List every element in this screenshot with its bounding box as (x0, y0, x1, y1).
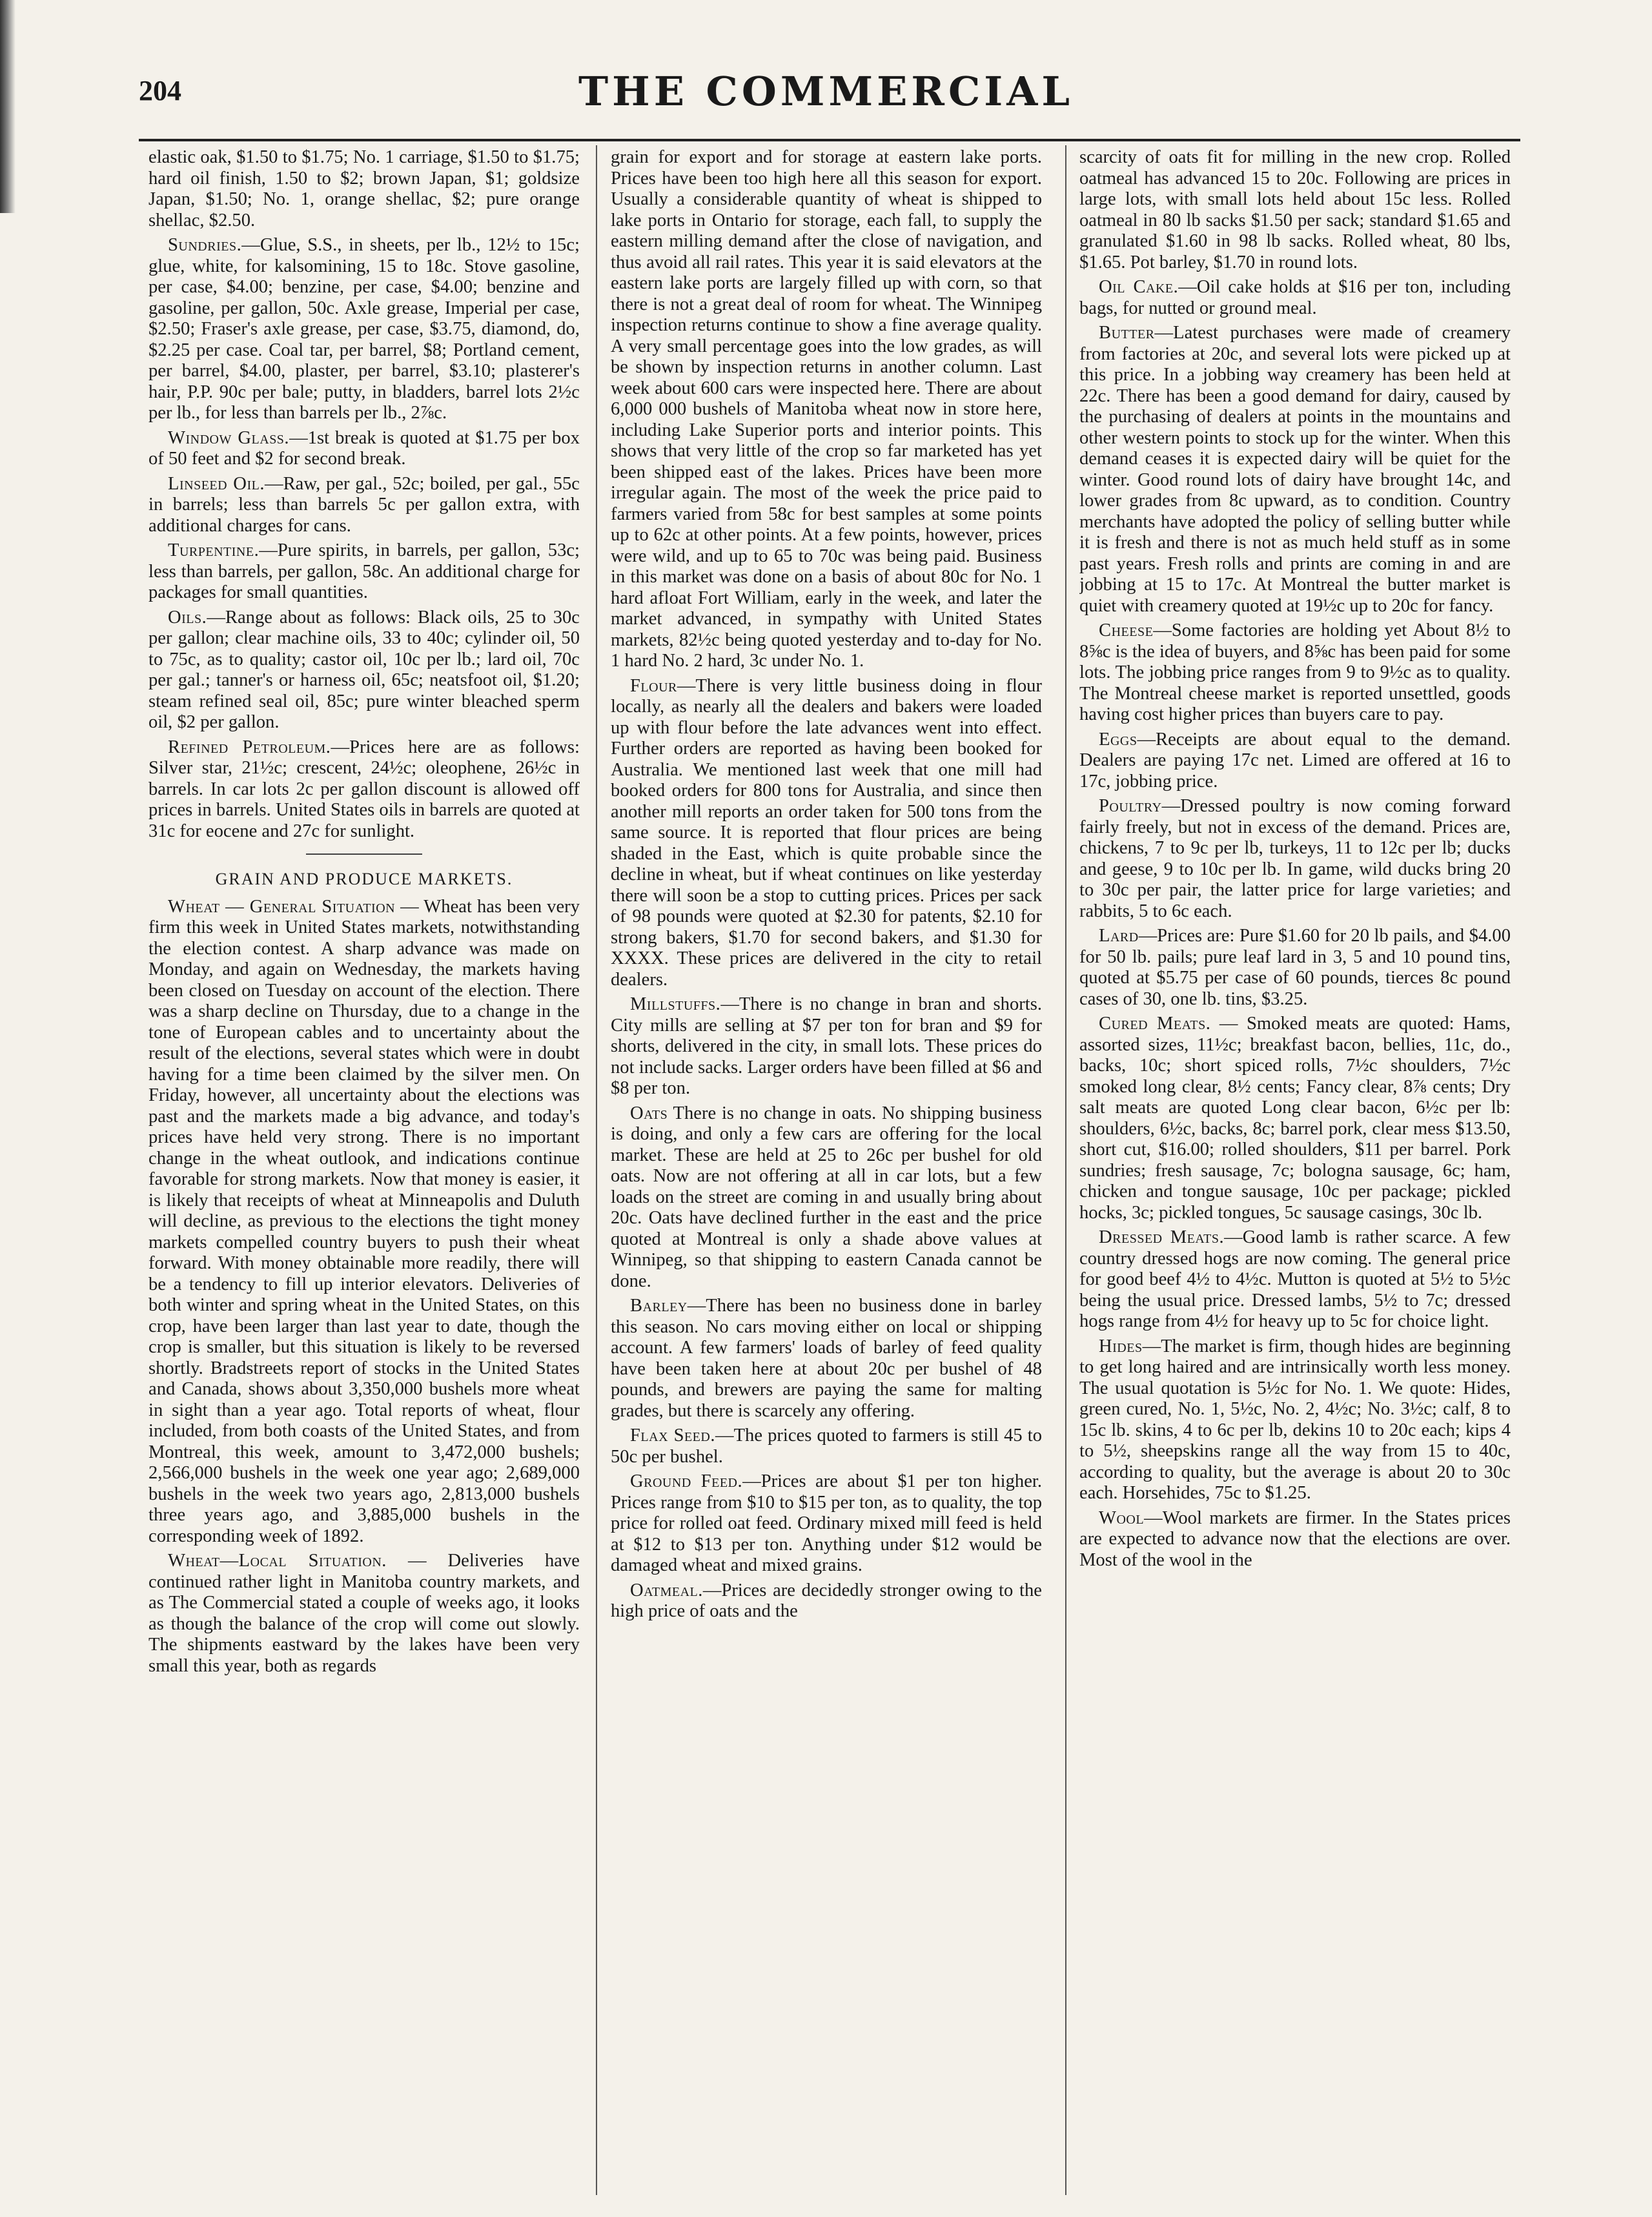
paragraph-heading: Wheat — General Situation (168, 896, 396, 917)
paragraph-text: —Raw, per gal., 52c; boiled, per gal., 55c in barrels; less than barrels 5c per gallon extra, with additional charges for cans. (148, 473, 580, 536)
article-paragraph (1079, 277, 1511, 319)
paragraph-text: — Smoked meats are quoted: Hams, assorted sizes, 11½c; breakfast bacon, bellies, 11c, do., backs, 10c; short spiced rolls, 7½c shoulders, 7½c smoked long clear, 8½ cents; Fancy clear, 8⅞ cents; Dry salt meats are quoted Long clear bacon, 6½c per lb: shoulders, 6½c, backs, 8c; barrel pork, clear mess $13.50, short cut, $16.00; rolled shoulders, $11 per barrel. Pork sundries; fresh sausage, 7c; bologna sausage, 6c; ham, chicken and tongue sausage, 10c per package; pickled hocks, 3c; pickled tongues, 5c sausage casings, 30c lb. (1079, 1014, 1511, 1223)
article-paragraph (1079, 730, 1511, 793)
paragraph-heading: Butter (1099, 323, 1155, 343)
paragraph-text: —Oil cake holds at $16 per ton, including bags, for nutted or ground meal. (1079, 277, 1511, 318)
page-number: 204 (139, 75, 181, 107)
paragraph-heading: Window Glass. (168, 427, 290, 448)
paragraph-text: —Prices are about $1 per ton higher. Prices range from $10 to $15 per ton, as to quality, the top price for rolled oat feed. Ordinary mixed mill feed is held at $12 to $13 per ton. Anything under $12 would be damaged wheat and mixed grains. (611, 1471, 1042, 1575)
paragraph-text: —Dressed poultry is now coming forward fairly freely, but not in excess of the demand. Prices are, chickens, 7 to 9c per lb, turkeys, 11 to 12c per lb; ducks and geese, 9 to 10c per lb. In game, wild ducks bring 20 to 30c per pair, the latter price for large varieties; and rabbits, 5 to 6c each. (1079, 796, 1511, 921)
article-paragraph (1079, 796, 1511, 922)
paragraph-text: — Deliveries have continued rather light in Manitoba country markets, and as The Commercial stated a couple of weeks ago, it looks as though the balance of the crop will come out slowly. The shipments eastward by the lakes have been very small this year, both as regards (148, 1551, 580, 1676)
paragraph-text: — Wheat has been very firm this week in United States markets, notwithstanding the election contest. A sharp advance was made on Monday, and again on Wednesday, the markets having been closed on Tuesday on account of the election. There was a sharp decline on Thursday, due to a change in the tone of European cables and to uncertainty about the result of the elections, several states which were in doubt having for a time been claimed by the silver men. On Friday, however, all uncertainty about the elections was past and the markets made a big advance, and today's prices have held very strong. There is no important change in the wheat outlook, and indications continue favorable for strong markets. Now that money is easier, it is likely that receipts of wheat at Minneapolis and Duluth will decline, as previous to the elections the tight money markets compelled country buyers to push their wheat forward. With money obtainable more readily, there will be a tendency to fill up interior elevators. Deliveries of both winter and spring wheat in the United States, on this crop, have been larger than last year to date, though the crop is smaller, but this situation is likely to be reversed shortly. Bradstreets report of stocks in the United States and Canada, shows about 3,350,000 bushels more wheat in sight than a year ago. Total reports of wheat, flour included, from both coasts of the United States, and from Montreal, this week, amount to 3,472,000 bushels; 2,566,000 bushels in the week one year ago; 2,689,000 bushels in the week two years ago, 2,813,000 bushels three years ago, and 3,885,000 bushels in the corresponding week of 1892. (148, 896, 580, 1546)
article-paragraph (611, 1425, 1042, 1467)
paragraph-text: —The market is firm, though hides are beginning to get long haired and are intrinsically worth less money. The usual quotation is 5½c for No. 1. We quote: Hides, green cured, No. 1, 5½c, No. 2, 4½c; No. 3½c; calf, 8 to 15c lb. skins, 4 to 6c per lb, dekins 10 to 20c each; kips 4 to 5½, sheepskins range all the way from 15 to 40c, according to quality, but the average is about 20 to 30c each. Horsehides, 75c to $1.25. (1079, 1336, 1511, 1503)
article-paragraph (1079, 323, 1511, 617)
article-paragraph (611, 147, 1042, 672)
article-paragraph (611, 676, 1042, 991)
article-paragraph (1079, 620, 1511, 726)
article-paragraph (611, 1471, 1042, 1577)
column-divider (596, 145, 597, 2195)
paragraph-heading: Lard (1099, 926, 1139, 946)
paragraph-text: —Latest purchases were made of creamery from factories at 20c, and several lots were picked up at this price. In a jobbing way creamery has been held at 22c. There has been a good demand for dairy, caused by the purchasing of dealers at points in the mountains and other western points to stock up for the winter. When this demand ceases it is expected dairy will be quiet for the winter. Good round lots of dairy have brought 14c, and lower grades from 8c upward, as to condition. Country merchants have adopted the policy of selling butter while it is fresh and there is not as much held stuff as in some past years. Fresh rolls and prints are coming in and are jobbing at 15 to 17c. At Montreal the butter market is quiet with creamery quoted at 19½c up to 20c for fancy. (1079, 323, 1511, 616)
paragraph-heading: Barley (630, 1296, 688, 1316)
article-paragraph (148, 147, 580, 231)
article-paragraph (611, 994, 1042, 1099)
paragraph-text: —1st break is quoted at $1.75 per box of 50 feet and $2 for second break. (148, 427, 580, 469)
paragraph-text: —The prices quoted to farmers is still 45 to 50c per bushel. (611, 1425, 1042, 1467)
paragraph-heading: Wheat—Local Situation. (168, 1551, 387, 1571)
article-paragraph (148, 235, 580, 424)
article-paragraph (148, 897, 580, 1548)
article-paragraph (1079, 1227, 1511, 1333)
article-paragraph (1079, 1014, 1511, 1223)
paragraph-heading: Oatmeal. (630, 1580, 703, 1600)
paragraph-text: scarcity of oats fit for milling in the new crop. Rolled oatmeal has advanced 15 to 20c. Following are prices in large lots, with small lots held about 15c less. Rolled oatmeal in 80 lb sacks $1.50 per sack; standard $1.65 and granulated $1.60 in 98 lb sacks. Rolled wheat, 80 lbs, $1.65. Pot barley, $1.70 in round lots. (1079, 147, 1511, 272)
paragraph-heading: Millstuffs. (630, 994, 721, 1014)
article-paragraph (148, 737, 580, 843)
column-divider (1065, 145, 1066, 2195)
article-paragraph (1079, 1508, 1511, 1571)
article-paragraph (148, 428, 580, 470)
paragraph-text: —Some factories are holding yet About 8½ to 8⅝c is the idea of buyers, and 8⅝c has been paid for some lots. The jobbing price ranges from 9 to 9½c as to quality. The Montreal cheese market is reported unsettled, goods having cost higher prices than buyers care to pay. (1079, 620, 1511, 724)
paragraph-heading: Hides (1099, 1336, 1143, 1356)
paragraph-text: —Wool markets are firmer. In the States prices are expected to advance now that the elections are over. Most of the wool in the (1079, 1507, 1511, 1570)
paragraph-heading: Eggs (1099, 729, 1137, 750)
article-paragraph (611, 1580, 1042, 1622)
paragraph-text: —Pure spirits, in barrels, per gallon, 53c; less than barrels, per gallon, 58c. An additional charge for packages for small quantities. (148, 540, 580, 602)
article-paragraph (148, 1551, 580, 1677)
article-paragraph (611, 1103, 1042, 1292)
paragraph-text: grain for export and for storage at eastern lake ports. Prices have been too high here all this season for export. Usually a considerable quantity of wheat is shipped to lake ports in Ontario for storage, each fall, to supply the eastern milling demand after the close of navigation, and thus avoid all rail rates. This year it is said elevators at the eastern lake ports are largely filled up with corn, so that there is not a great deal of room for wheat. The Winnipeg inspection returns continue to show a fine average quality. A very small percentage goes into the low grades, as will be shown by inspection returns in another column. Last week about 600 cars were inspected here. There are about 6,000 000 bushels of Manitoba wheat now in store here, including Lake Superior ports and interior points. This shows that very little of the crop so far marketed has yet been shipped east of the lakes. Prices have been more irregular again. The most of the week the price paid to farmers varied from 58c for best samples at some points up to 62c at other points. At a few points, however, prices were wild, and up to 65 to 70c was being paid. Business in this market was done on a basis of about 80c for No. 1 hard afloat Fort William, early in the week, and later the market advanced, in sympathy with United States markets, 82½c being quoted yesterday and to-day for No. 1 hard No. 2 hard, 3c under No. 1. (611, 147, 1042, 671)
paragraph-heading: Cured Meats. (1099, 1014, 1211, 1034)
paragraph-heading: Flour (630, 675, 677, 696)
article-paragraph (1079, 926, 1511, 1010)
article-paragraph (611, 1296, 1042, 1422)
article-paragraph (148, 608, 580, 733)
section-heading: GRAIN AND PRODUCE MARKETS. (215, 870, 513, 888)
paragraph-text: —Prices are decidedly stronger owing to the high price of oats and the (611, 1580, 1042, 1621)
paragraph-heading: Poultry (1099, 796, 1162, 816)
paragraph-heading: Turpentine. (168, 540, 260, 560)
column-3 (1079, 147, 1511, 2194)
paragraph-text: —There has been no business done in barley this season. No cars moving either on local or shipping account. A few farmers' loads of barley of feed quality have been taken here at about 20c per bushel of 48 pounds, and brewers are paying the same for malting grades, but there is scarcely any offering. (611, 1296, 1042, 1421)
paragraph-text: elastic oak, $1.50 to $1.75; No. 1 carriage, $1.50 to $1.75; hard oil finish, 1.50 to $2; brown Japan, $1; goldsize Japan, $1.50; No. 1, orange shellac, $2; pure orange shellac, $2.50. (148, 147, 580, 230)
paragraph-heading: Oils. (168, 607, 207, 628)
paragraph-heading: Oats (630, 1103, 668, 1123)
paragraph-text: —Good lamb is rather scarce. A few country dressed hogs are now coming. The general price for good beef 4½ to 4½c. Mutton is quoted at 5½ to 5½c being the usual price. Dressed lambs, 5½ to 7c; dressed hogs range from 4½ for heavy up to 5c for choice light. (1079, 1227, 1511, 1331)
header-rule (139, 139, 1520, 141)
section-rule (306, 853, 422, 855)
paragraph-text: —Glue, S.S., in sheets, per lb., 12½ to 15c; glue, white, for kalsomining, 15 to 18c. Stove gasoline, per case, $4.00; benzine, per case, $4.00; benzine and gasoline, per gallon, 50c. Axle grease, Imperial per case, $2.50; Fraser's axle grease, per case, $3.75, diamond, do, $2.25 per case. Coal tar, per barrel, $8; Portland cement, per barrel, $4.00, plaster, per barrel, $3.10; plasterer's hair, P.P. 90c per bale; putty, in bladders, barrel lots 2½c per lb., for less than barrels per lb., 2⅞c. (148, 235, 580, 423)
article-paragraph (1079, 147, 1511, 273)
column-2 (611, 147, 1042, 2194)
paragraph-text: —There is very little business doing in flour locally, as nearly all the dealers and bakers were loaded up with flour before the late advances went into effect. Further orders are reported as having been booked for Australia. We mentioned last week that one mill had booked orders for 800 tons for Australia, and since then another mill reports an order taken for 500 tons from the same source. It is reported that flour prices are being shaded in the East, which is quite probable since the decline in wheat, but if wheat continues on like yesterday there will soon be a stop to cutting prices. Prices per sack of 98 pounds were quoted at $2.30 for patents, $2.10 for strong bakers, $1.70 for second bakers, and $1.30 for XXXX. These prices are delivered in the city to retail dealers. (611, 675, 1042, 990)
paragraph-text: —There is no change in bran and shorts. City mills are selling at $7 per ton for bran and $9 for shorts, delivered in the city, in small lots. These prices do not include sacks. Larger orders have been filled at $6 and $8 per ton. (611, 994, 1042, 1098)
paragraph-text: —Prices here are as follows: Silver star, 21½c; crescent, 24½c; oleophene, 26½c in barrels. In car lots 2c per gallon discount is allowed off prices in barrels. United States oils in barrels are quoted at 31c for eocene and 27c for sunlight. (148, 737, 580, 841)
paragraph-text: There is no change in oats. No shipping business is doing, and only a few cars are offering for the local market. These are held at 25 to 26c per bushel for old oats. Now are not offering at all in car lots, but a few loads on the street are coming in and usually bring about 20c. Oats have declined further in the east and the price quoted at Montreal is only a shade above values at Winnipeg, so that shipping to eastern Canada cannot be done. (611, 1103, 1042, 1291)
paragraph-heading: Sundries. (168, 235, 242, 255)
paragraph-heading: Flax Seed. (630, 1425, 715, 1446)
paragraph-text: —Range about as follows: Black oils, 25 to 30c per gallon; clear machine oils, 33 to 40c; cylinder oil, 50 to 75c, as to quality; castor oil, 10c per lb.; lard oil, 70c per gal.; tanner's or harness oil, 65c; neatsfoot oil, $1.20; steam refined seal oil, 85c; pure winter bleached sperm oil, $2 per gallon. (148, 607, 580, 732)
paragraph-heading: Refined Petroleum. (168, 737, 331, 757)
masthead-title: THE COMMERCIAL (578, 68, 1074, 115)
paragraph-heading: Cheese (1099, 620, 1154, 640)
paragraph-heading: Dressed Meats. (1099, 1227, 1225, 1247)
paragraph-heading: Ground Feed. (630, 1471, 743, 1491)
paragraph-heading: Wool (1099, 1507, 1145, 1528)
column-1 (148, 147, 580, 2194)
paragraph-text: —Prices are: Pure $1.60 for 20 lb pails, and $4.00 for 50 lb. pails; pure leaf lard in 3, 5 and 10 pound tins, quoted at $5.75 per case of 60 pounds, tierces 8c pound cases of 30, one lb. tins, $3.25. (1079, 926, 1511, 1009)
paragraph-heading: Linseed Oil. (168, 473, 265, 494)
article-paragraph (1079, 1336, 1511, 1504)
article-paragraph (148, 474, 580, 537)
article-paragraph (148, 540, 580, 604)
paragraph-text: —Receipts are about equal to the demand. Dealers are paying 17c net. Limed are offered at 16 to 17c, jobbing price. (1079, 729, 1511, 792)
paragraph-heading: Oil Cake. (1099, 277, 1179, 297)
